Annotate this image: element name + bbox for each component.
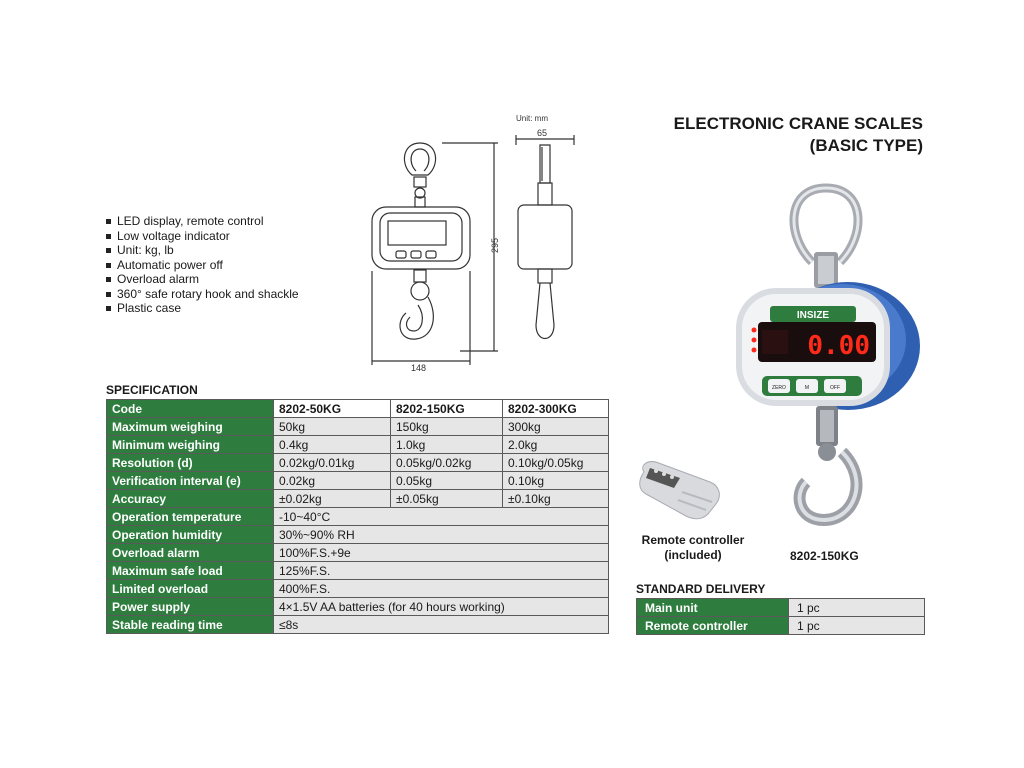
spec-label: Power supply: [107, 598, 274, 616]
led-readout: 0.00: [807, 331, 870, 361]
spec-label: Operation temperature: [107, 508, 274, 526]
depth-dimension-label: 65: [537, 128, 548, 138]
spec-label: Code: [107, 400, 274, 418]
feature-item: Unit: kg, lb: [106, 243, 299, 258]
spec-value: 400%F.S.: [274, 580, 609, 598]
delivery-label: Main unit: [637, 599, 789, 617]
spec-value: 0.02kg: [274, 472, 391, 490]
crane-scale-photo: [730, 180, 925, 535]
off-button: OFF: [830, 385, 840, 391]
spec-value: 30%~90% RH: [274, 526, 609, 544]
spec-label: Operation humidity: [107, 526, 274, 544]
product-title-line2: (BASIC TYPE): [809, 136, 923, 155]
spec-label: Resolution (d): [107, 454, 274, 472]
table-row: [107, 454, 609, 472]
specification-heading: SPECIFICATION: [106, 383, 198, 397]
product-title: [600, 113, 923, 157]
spec-value: 0.05kg: [391, 472, 503, 490]
spec-value: 300kg: [503, 418, 609, 436]
specification-table: [106, 399, 609, 634]
brand-logo: INSIZE: [796, 310, 830, 321]
spec-value: ≤8s: [274, 616, 609, 634]
spec-value: 0.10kg/0.05kg: [503, 454, 609, 472]
product-title-line1: ELECTRONIC CRANE SCALES: [673, 114, 923, 133]
table-row: [107, 580, 609, 598]
delivery-label: Remote controller: [637, 617, 789, 635]
delivery-value: 1 pc: [789, 617, 925, 635]
width-dimension-label: 148: [411, 363, 427, 373]
table-row: [107, 508, 609, 526]
spec-value: -10~40°C: [274, 508, 609, 526]
table-row: [637, 617, 925, 635]
delivery-table: [636, 598, 925, 635]
spec-value: 2.0kg: [503, 436, 609, 454]
table-row: [107, 418, 609, 436]
table-row: [637, 599, 925, 617]
spec-label: Limited overload: [107, 580, 274, 598]
table-row: [107, 598, 609, 616]
feature-item: Overload alarm: [106, 272, 299, 287]
spec-value: 8202-150KG: [391, 400, 503, 418]
technical-drawing: [360, 125, 580, 375]
spec-value: 1.0kg: [391, 436, 503, 454]
spec-label: Maximum weighing: [107, 418, 274, 436]
spec-value: 100%F.S.+9e: [274, 544, 609, 562]
spec-value: 8202-50KG: [274, 400, 391, 418]
remote-caption: Remote controller (included): [641, 533, 745, 562]
unit-label: Unit: mm: [516, 114, 548, 123]
feature-item: Automatic power off: [106, 258, 299, 273]
spec-value: 8202-300KG: [503, 400, 609, 418]
spec-label: Minimum weighing: [107, 436, 274, 454]
feature-item: LED display, remote control: [106, 214, 299, 229]
table-row: [107, 436, 609, 454]
table-row: [107, 616, 609, 634]
feature-item: Plastic case: [106, 301, 299, 316]
spec-label: Stable reading time: [107, 616, 274, 634]
spec-value: ±0.02kg: [274, 490, 391, 508]
table-row: [107, 562, 609, 580]
spec-value: 50kg: [274, 418, 391, 436]
spec-value: 150kg: [391, 418, 503, 436]
table-row: [107, 526, 609, 544]
spec-value: 0.02kg/0.01kg: [274, 454, 391, 472]
spec-label: Verification interval (e): [107, 472, 274, 490]
spec-value: ±0.05kg: [391, 490, 503, 508]
memory-button: M: [804, 385, 810, 391]
spec-value: 0.10kg: [503, 472, 609, 490]
table-row: [107, 400, 609, 418]
height-dimension-label: 295: [490, 237, 500, 253]
delivery-value: 1 pc: [789, 599, 925, 617]
spec-label: Overload alarm: [107, 544, 274, 562]
spec-label: Maximum safe load: [107, 562, 274, 580]
model-caption: 8202-150KG: [790, 549, 859, 563]
spec-value: 0.4kg: [274, 436, 391, 454]
table-row: [107, 472, 609, 490]
remote-controller-photo: [636, 458, 726, 522]
spec-value: 0.05kg/0.02kg: [391, 454, 503, 472]
spec-label: Accuracy: [107, 490, 274, 508]
feature-item: Low voltage indicator: [106, 229, 299, 244]
spec-value: 125%F.S.: [274, 562, 609, 580]
feature-list: [106, 214, 299, 316]
delivery-heading: STANDARD DELIVERY: [636, 582, 766, 596]
table-row: [107, 544, 609, 562]
zero-button: ZERO: [772, 385, 786, 391]
spec-value: 4×1.5V AA batteries (for 40 hours working): [274, 598, 609, 616]
table-row: [107, 490, 609, 508]
spec-value: ±0.10kg: [503, 490, 609, 508]
feature-item: 360° safe rotary hook and shackle: [106, 287, 299, 302]
